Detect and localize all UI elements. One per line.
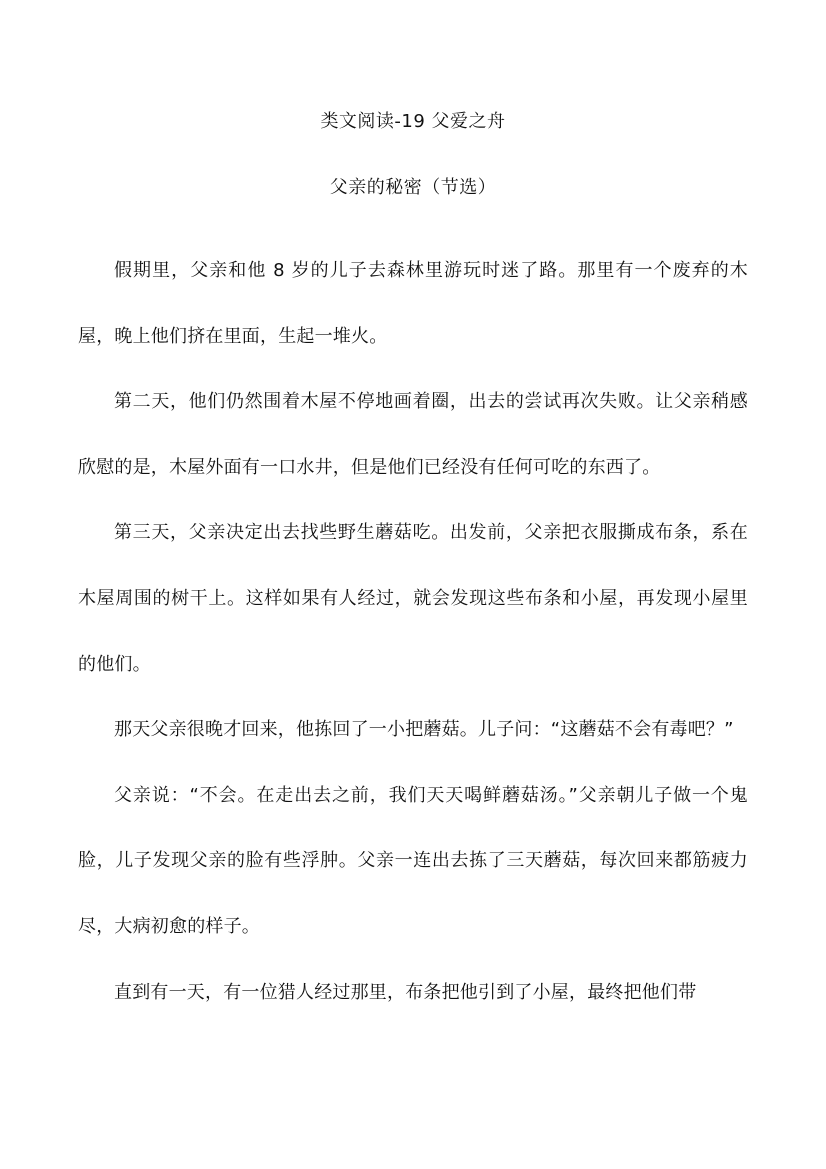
- paragraph: 第三天，父亲决定出去找些野生蘑菇吃。出发前，父亲把衣服撕成布条，系在木屋周围的树干上。这样如果有人经过，就会发现这些布条和小屋，再发现小屋里的他们。: [78, 522, 748, 675]
- paragraph: 那天父亲很晚才回来，他拣回了一小把蘑菇。儿子问：“这蘑菇不会有毒吧？”: [114, 719, 734, 741]
- paragraph: 第二天，他们仍然围着木屋不停地画着圈，出去的尝试再次失败。让父亲稍感欣慰的是，木屋外面有一口水井，但是他们已经没有任何可吃的东西了。: [78, 391, 748, 478]
- document-subtitle: 父亲的秘密（节选）: [329, 177, 497, 198]
- paragraph: 假期里，父亲和他 8 岁的儿子去森林里游玩时迷了路。那里有一个废弃的木屋，晚上他们挤在里面，生起一堆火。: [78, 260, 748, 347]
- article-body: [78, 238, 748, 1025]
- paragraph: 父亲说：“不会。在走出去之前，我们天天喝鲜蘑菇汤。”父亲朝儿子做一个鬼脸，儿子发现父亲的脸有些浮肿。父亲一连出去拣了三天蘑菇，每次回来都筋疲力尽，大病初愈的样子。: [78, 784, 748, 937]
- paragraph: 直到有一天，有一位猎人经过那里，布条把他引到了小屋，最终把他们带: [114, 981, 697, 1003]
- document-title: 类文阅读-19 父爱之舟: [320, 111, 506, 132]
